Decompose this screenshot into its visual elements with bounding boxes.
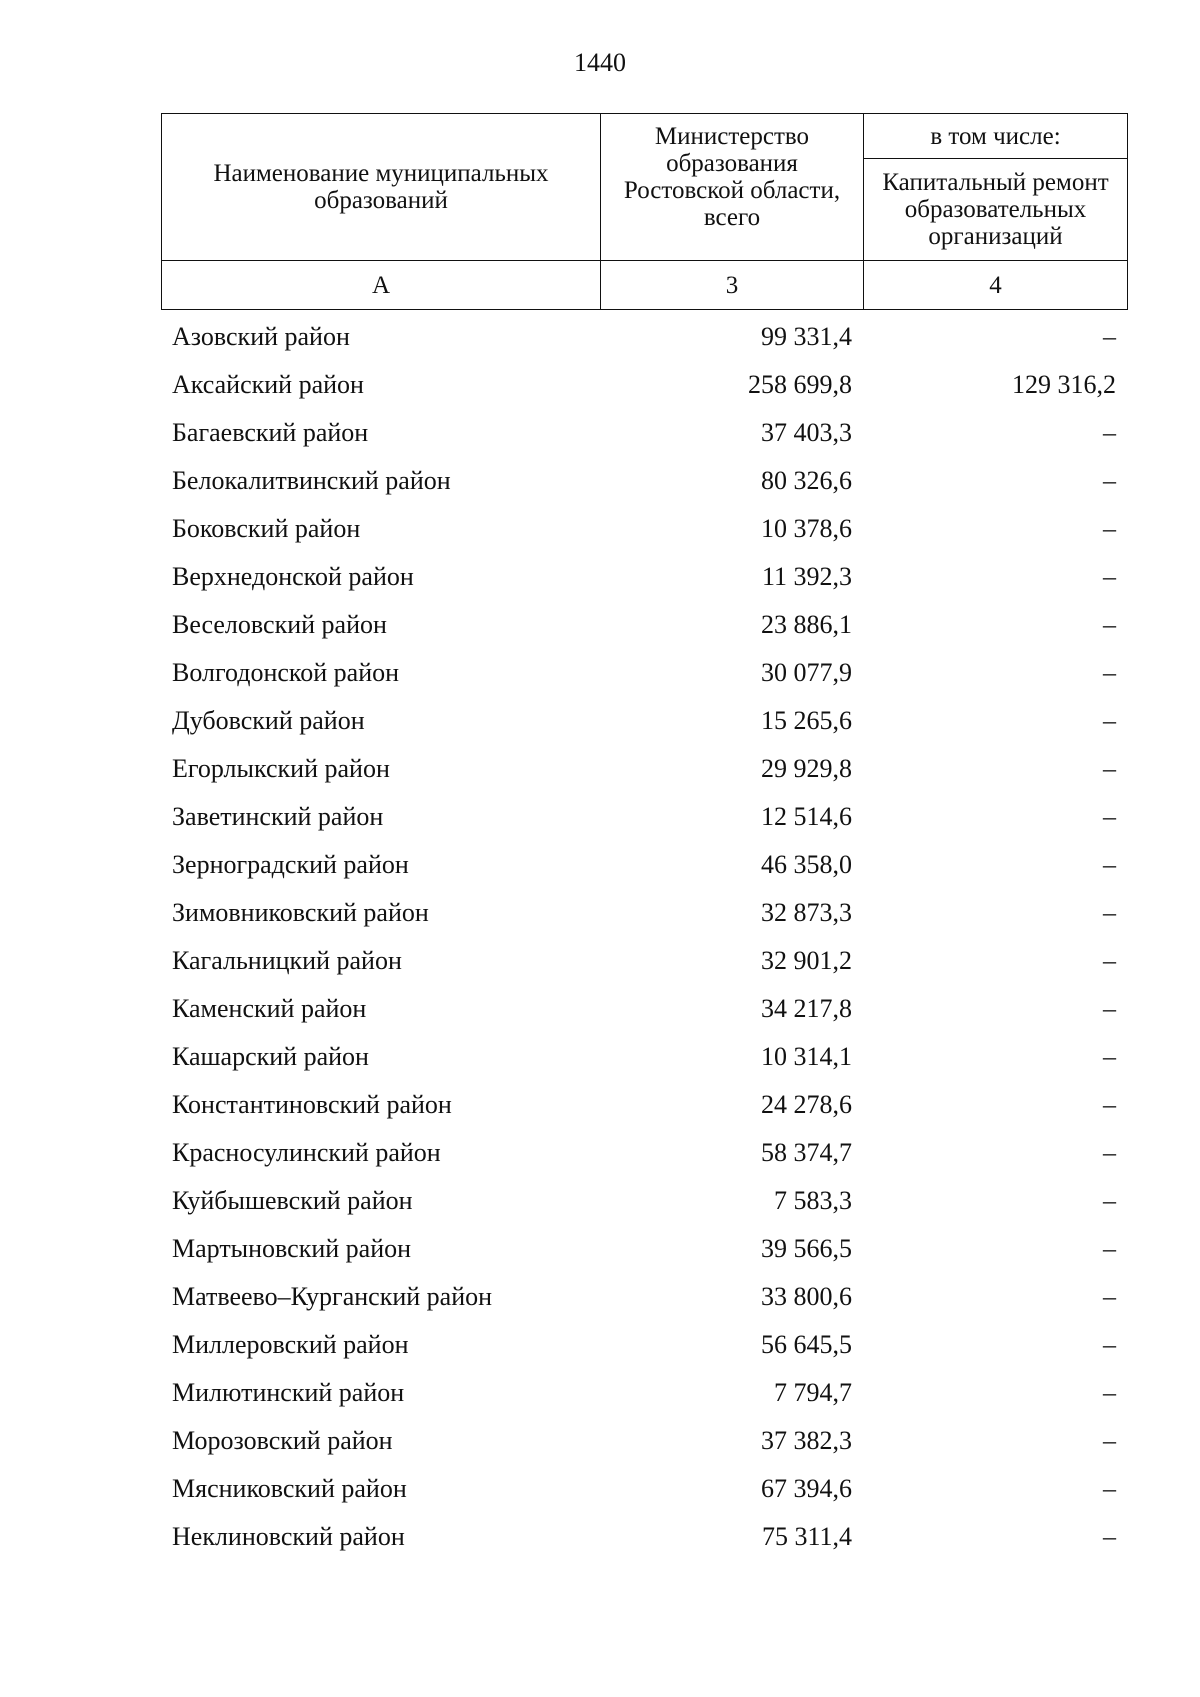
- ministry-total-value: 15 265,6: [761, 706, 852, 735]
- municipality-name: Белокалитвинский район: [172, 466, 451, 495]
- capital-repair-value: –: [1103, 706, 1116, 735]
- table-row: [161, 985, 1127, 1033]
- municipality-name: Морозовский район: [172, 1426, 393, 1455]
- table-row: [161, 1177, 1127, 1225]
- ministry-total-value: 23 886,1: [761, 610, 852, 639]
- municipality-name: Милютинский район: [172, 1378, 405, 1407]
- capital-repair-value: –: [1103, 1330, 1116, 1359]
- capital-repair-value: –: [1103, 1042, 1116, 1071]
- municipality-name: Егорлыкский район: [172, 754, 390, 783]
- capital-repair-value: –: [1103, 1426, 1116, 1455]
- capital-repair-value: –: [1103, 1522, 1116, 1551]
- ministry-total-value: 32 873,3: [761, 898, 852, 927]
- municipality-name: Красносулинский район: [172, 1138, 441, 1167]
- municipality-name: Куйбышевский район: [172, 1186, 413, 1215]
- ministry-total-value: 39 566,5: [761, 1234, 852, 1263]
- ministry-total-value: 67 394,6: [761, 1474, 852, 1503]
- municipality-name: Дубовский район: [172, 706, 365, 735]
- capital-repair-value: –: [1103, 658, 1116, 687]
- table-row: [161, 1465, 1127, 1513]
- ministry-total-value: 258 699,8: [748, 370, 852, 399]
- ministry-total-value: 7 583,3: [774, 1186, 852, 1215]
- capital-repair-value: –: [1103, 802, 1116, 831]
- capital-repair-value: –: [1103, 1090, 1116, 1119]
- table-row: [161, 1225, 1127, 1273]
- capital-repair-value: –: [1103, 1378, 1116, 1407]
- capital-repair-value: –: [1103, 610, 1116, 639]
- ministry-total-value: 10 314,1: [761, 1042, 852, 1071]
- table-header: [161, 113, 1128, 310]
- table-row: [161, 553, 1127, 601]
- municipality-name: Зимовниковский район: [172, 898, 429, 927]
- municipality-name: Кашарский район: [172, 1042, 369, 1071]
- capital-repair-value: –: [1103, 1138, 1116, 1167]
- ministry-total-value: 10 378,6: [761, 514, 852, 543]
- page-number: 1440: [574, 48, 626, 77]
- municipality-name: Неклиновский район: [172, 1522, 405, 1551]
- header-col-3-number: 3: [601, 261, 864, 310]
- ministry-total-value: 11 392,3: [761, 562, 852, 591]
- table-row: [161, 745, 1127, 793]
- municipality-name: Волгодонской район: [172, 658, 400, 687]
- municipality-name: Веселовский район: [172, 610, 387, 639]
- capital-repair-value: –: [1103, 898, 1116, 927]
- municipality-name: Кагальницкий район: [172, 946, 402, 975]
- municipality-name: Азовский район: [172, 322, 350, 351]
- budget-table: [161, 113, 1127, 1561]
- capital-repair-value: –: [1103, 322, 1116, 351]
- table-row: [161, 505, 1127, 553]
- ministry-total-value: 56 645,5: [761, 1330, 852, 1359]
- capital-repair-value: –: [1103, 418, 1116, 447]
- municipality-name: Аксайский район: [172, 370, 364, 399]
- municipality-name: Мясниковский район: [172, 1474, 407, 1503]
- table-row: [161, 793, 1127, 841]
- municipality-name: Миллеровский район: [172, 1330, 409, 1359]
- ministry-total-value: 75 311,4: [761, 1522, 852, 1551]
- ministry-total-value: 58 374,7: [761, 1138, 852, 1167]
- ministry-total-value: 37 403,3: [761, 418, 852, 447]
- capital-repair-value: –: [1103, 850, 1116, 879]
- ministry-total-value: 32 901,2: [761, 946, 852, 975]
- table-row: [161, 457, 1127, 505]
- ministry-total-value: 99 331,4: [761, 322, 852, 351]
- municipality-name: Константиновский район: [172, 1090, 452, 1119]
- table-row: [161, 1273, 1127, 1321]
- ministry-total-value: 37 382,3: [761, 1426, 852, 1455]
- municipality-name: Багаевский район: [172, 418, 369, 447]
- header-col-a-number: А: [162, 261, 601, 310]
- header-including: в том числе:: [864, 114, 1128, 159]
- table-row: [161, 361, 1127, 409]
- capital-repair-value: –: [1103, 1186, 1116, 1215]
- capital-repair-value: –: [1103, 946, 1116, 975]
- table-body: [161, 313, 1127, 1561]
- table-row: [161, 1417, 1127, 1465]
- table-row: [161, 937, 1127, 985]
- table-row: [161, 649, 1127, 697]
- municipality-name: Мартыновский район: [172, 1234, 412, 1263]
- ministry-total-value: 30 077,9: [761, 658, 852, 687]
- ministry-total-value: 33 800,6: [761, 1282, 852, 1311]
- table-row: [161, 841, 1127, 889]
- capital-repair-value: –: [1103, 1282, 1116, 1311]
- table-row: [161, 1513, 1127, 1561]
- capital-repair-value: –: [1103, 754, 1116, 783]
- municipality-name: Каменский район: [172, 994, 367, 1023]
- ministry-total-value: 80 326,6: [761, 466, 852, 495]
- header-ministry-total: Министерство образования Ростовской области, всего: [601, 114, 864, 261]
- table-row: [161, 1033, 1127, 1081]
- table-row: [161, 697, 1127, 745]
- header-col-4-number: 4: [864, 261, 1128, 310]
- capital-repair-value: –: [1103, 994, 1116, 1023]
- ministry-total-value: 29 929,8: [761, 754, 852, 783]
- capital-repair-value: –: [1103, 562, 1116, 591]
- table-row: [161, 601, 1127, 649]
- capital-repair-value: –: [1103, 1474, 1116, 1503]
- municipality-name: Матвеево–Курганский район: [172, 1282, 493, 1311]
- table-row: [161, 313, 1127, 361]
- table-row: [161, 1129, 1127, 1177]
- header-municipality: Наименование муниципальных образований: [162, 114, 601, 261]
- capital-repair-value: –: [1103, 466, 1116, 495]
- ministry-total-value: 7 794,7: [774, 1378, 852, 1407]
- capital-repair-value: –: [1103, 1234, 1116, 1263]
- municipality-name: Зерноградский район: [172, 850, 409, 879]
- table-row: [161, 409, 1127, 457]
- ministry-total-value: 24 278,6: [761, 1090, 852, 1119]
- ministry-total-value: 34 217,8: [761, 994, 852, 1023]
- ministry-total-value: 46 358,0: [761, 850, 852, 879]
- capital-repair-value: 129 316,2: [1012, 370, 1116, 399]
- table-row: [161, 1369, 1127, 1417]
- municipality-name: Верхнедонской район: [172, 562, 414, 591]
- table-row: [161, 1321, 1127, 1369]
- table-row: [161, 1081, 1127, 1129]
- capital-repair-value: –: [1103, 514, 1116, 543]
- ministry-total-value: 12 514,6: [761, 802, 852, 831]
- municipality-name: Заветинский район: [172, 802, 384, 831]
- municipality-name: Боковский район: [172, 514, 361, 543]
- table-row: [161, 889, 1127, 937]
- header-capital-repair: Капитальный ремонт образовательных организаций: [864, 159, 1128, 261]
